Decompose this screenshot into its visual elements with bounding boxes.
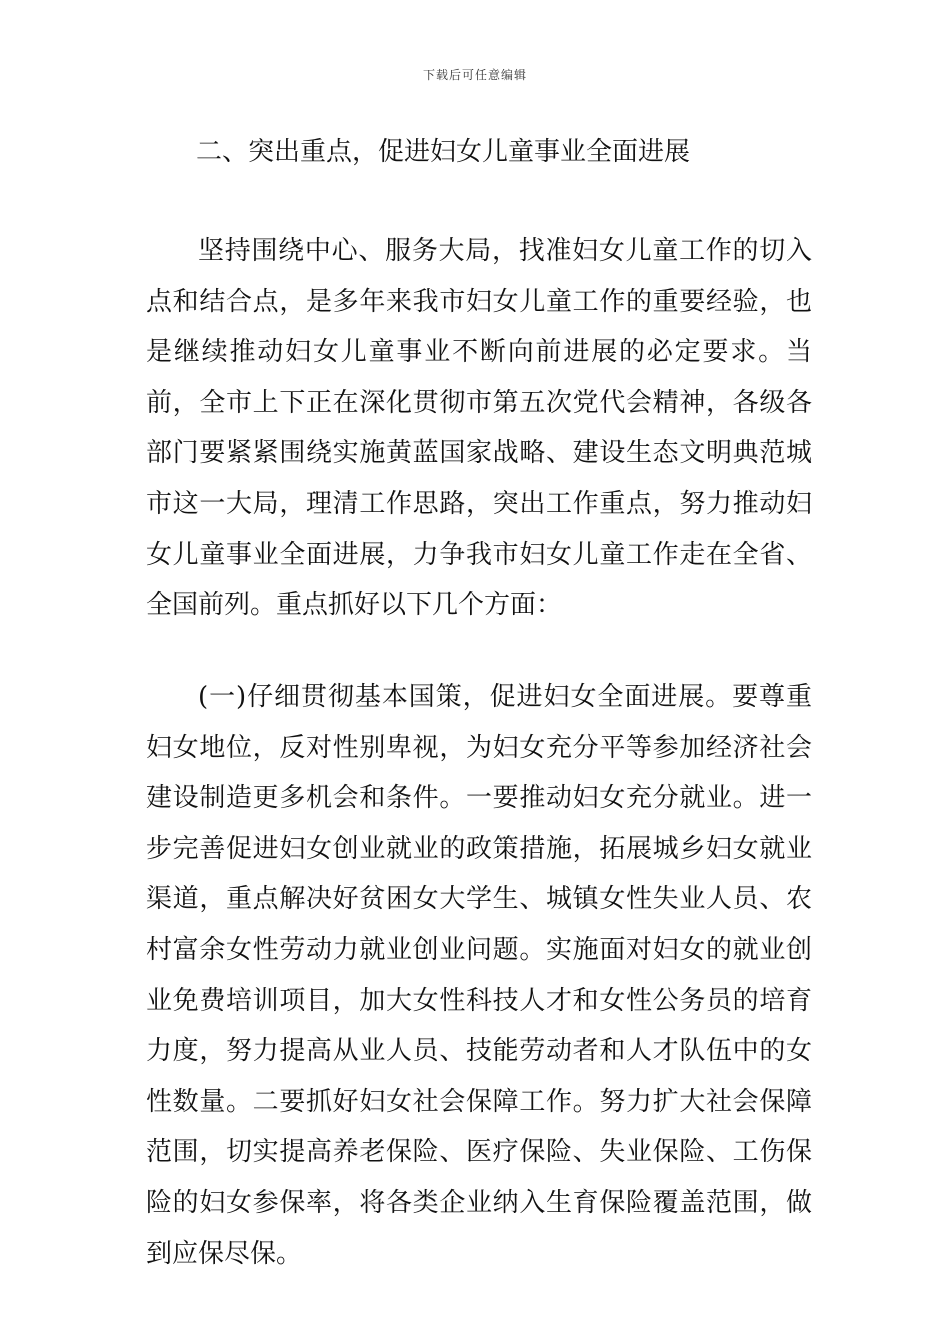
header-note: 下载后可任意编辑 <box>422 68 527 82</box>
paragraph: (一)仔细贯彻基本国策，促进妇女全面进展。要尊重妇女地位，反对性别卑视，为妇女充分平等参加经济社会建设制造更多机会和条件。一要推动妇女充分就业。进一步完善促进妇女创业就业的政策措施，拓展城乡妇女就业渠道，重点解决好贫困女大学生、城镇女性失业人员、农村富余女性劳动力就业创业问题。实施面对妇女的就业创业免费培训项目，加大女性科技人才和女性公务员的培育力度，努力提高从业人员、技能劳动者和人才队伍中的女性数量。二要抓好妇女社会保障工作。努力扩大社会保障范围，切实提高养老保险、医疗保险、失业保险、工伤保险的妇女参保率，将各类企业纳入生育保险覆盖范围，做到应保尽保。 <box>146 682 812 1269</box>
section-heading: 二、突出重点，促进妇女儿童事业全面进展 <box>196 137 691 167</box>
paragraph: 坚持围绕中心、服务大局，找准妇女儿童工作的切入点和结合点，是多年来我市妇女儿童工作的重要经验，也是继续推动妇女儿童事业不断向前进展的必定要求。当前，全市上下正在深化贯彻市第五次党代会精神，各级各部门要紧紧围绕实施黄蓝国家战略、建设生态文明典范城市这一大局，理清工作思路，突出工作重点，努力推动妇女儿童事业全面进展，力争我市妇女儿童工作走在全省、全国前列。重点抓好以下几个方面： <box>146 236 812 621</box>
